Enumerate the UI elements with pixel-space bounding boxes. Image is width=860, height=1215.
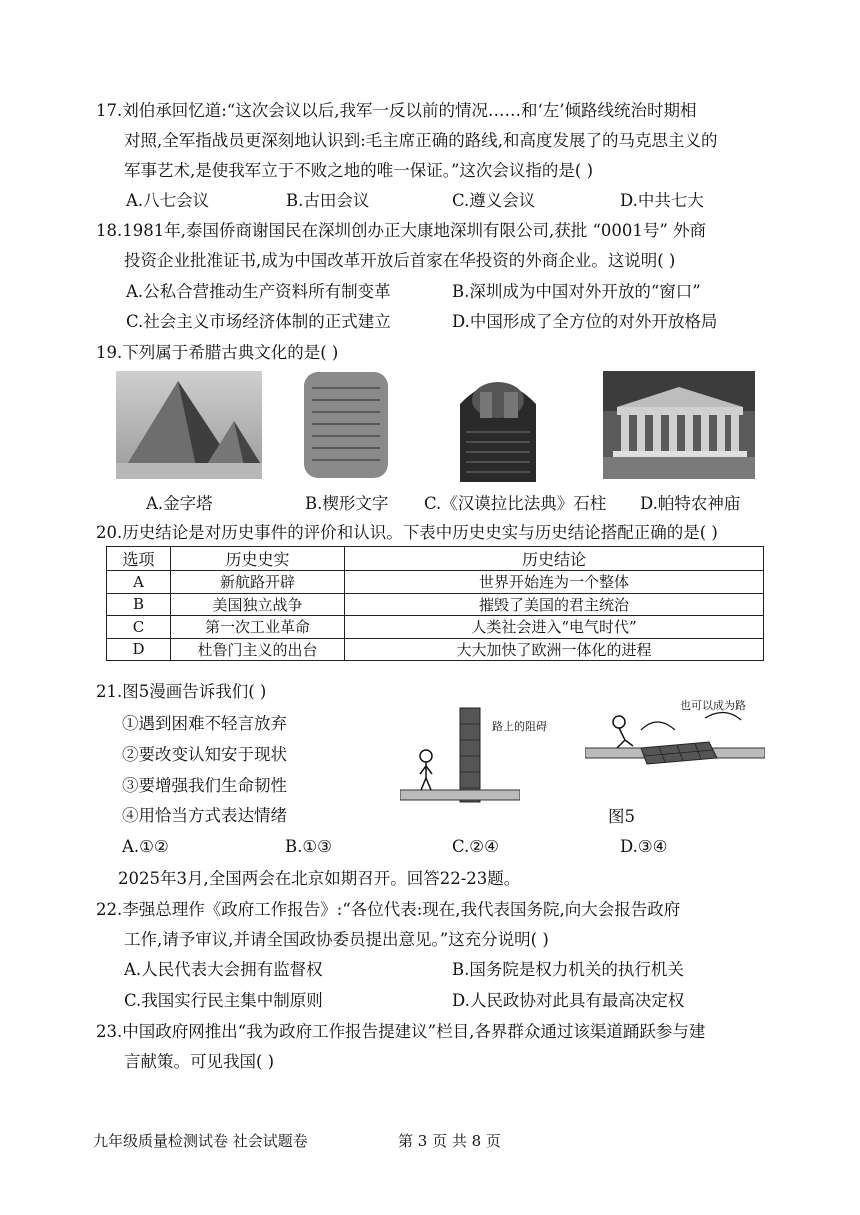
q18-stem-line-2: 投资企业批准证书,成为中国改革开放后首家在华投资的外商企业。这说明( ) <box>124 251 676 270</box>
header-option: 选项 <box>107 547 171 571</box>
q17-option-c: C.遵义会议 <box>452 191 536 210</box>
footer-exam-title: 九年级质量检测试卷 社会试题卷 <box>93 1132 308 1150</box>
header-conclusion: 历史结论 <box>345 547 764 571</box>
footer-page-number: 第 3 页 共 8 页 <box>398 1132 501 1150</box>
q20-stem: 20.历史结论是对历史事件的评价和认识。下表中历史史实与历史结论搭配正确的是( ) <box>96 523 718 542</box>
q22-stem-line-1: 22.李强总理作《政府工作报告》:“各位代表:现在,我代表国务院,向大会报告政府 <box>96 900 681 919</box>
q21-item-3: ③要增强我们生命韧性 <box>122 776 287 795</box>
q21-option-a: A.①② <box>122 837 169 856</box>
table-cell: A <box>107 571 171 594</box>
cuneiform-tablet-image <box>300 368 392 482</box>
cartoon-label-obstacle: 路上的阻碍 <box>492 720 547 733</box>
q21-item-1: ①遇到困难不轻言放弃 <box>122 714 287 733</box>
q21-item-4: ④用恰当方式表达情绪 <box>122 806 287 825</box>
q18-option-a: A.公私合营推动生产资料所有制变革 <box>126 282 391 301</box>
table-row <box>107 638 764 661</box>
q18-stem-line-1: 18.1981年,泰国侨商谢国民在深圳创办正大康地深圳有限公司,获批 “0001号” 外商 <box>96 221 707 240</box>
q21-stem: 21.图5漫画告诉我们( ) <box>96 682 267 701</box>
q18-option-b: B.深圳成为中国对外开放的“窗口” <box>452 282 701 301</box>
q18-option-c: C.社会主义市场经济体制的正式建立 <box>126 312 391 331</box>
q22-option-d: D.人民政协对此具有最高决定权 <box>452 991 685 1010</box>
history-table <box>106 546 764 661</box>
q17-stem-line-2: 对照,全军指战员更深刻地认识到:毛主席正确的路线,和高度发展了的马克思主义的 <box>124 131 718 150</box>
table-row <box>107 593 764 616</box>
q19-stem: 19.下列属于希腊古典文化的是( ) <box>96 343 339 362</box>
q23-stem-line-2: 言献策。可见我国( ) <box>124 1052 275 1071</box>
table-row <box>107 616 764 639</box>
q19-option-a: A.金字塔 <box>146 494 213 513</box>
q23-stem-line-1: 23.中国政府网推出“我为政府工作报告提建议”栏目,各界群众通过该渠道踊跃参与建 <box>96 1022 706 1041</box>
q19-option-b: B.楔形文字 <box>305 494 389 513</box>
figure-caption: 图5 <box>608 807 635 826</box>
q22-option-b: B.国务院是权力机关的执行机关 <box>452 960 684 979</box>
cartoon-road <box>585 700 765 780</box>
q17-stem-line-1: 17.刘伯承回忆道:“这次会议以后,我军一反以前的情况……和‘左’倾路线统治时期相 <box>96 101 697 120</box>
q21-option-d: D.③④ <box>620 837 668 856</box>
hammurabi-stele-image <box>448 370 548 482</box>
q17-stem-line-3: 军事艺术,是使我军立于不败之地的唯一保证。”这次会议指的是( ) <box>124 161 594 180</box>
table-cell: 第一次工业革命 <box>171 616 345 639</box>
q22-option-c: C.我国实行民主集中制原则 <box>124 991 323 1010</box>
q19-option-d: D.帕特农神庙 <box>640 494 741 513</box>
q21-item-2: ②要改变认知安于现状 <box>122 745 287 764</box>
cartoon-label-road: 也可以成为路 <box>680 699 746 712</box>
q21-option-b: B.①③ <box>285 837 332 856</box>
table-cell: 大大加快了欧洲一体化的进程 <box>345 638 764 661</box>
table-cell: 人类社会进入“电气时代” <box>345 616 764 639</box>
q17-option-d: D.中共七大 <box>620 191 704 210</box>
q21-option-c: C.②④ <box>452 837 499 856</box>
table-row <box>107 571 764 594</box>
table-cell: 摧毁了美国的君主统治 <box>345 593 764 616</box>
table-cell: 杜鲁门主义的出台 <box>171 638 345 661</box>
table-cell: B <box>107 593 171 616</box>
q18-option-d: D.中国形成了全方位的对外开放格局 <box>452 312 718 331</box>
table-cell: C <box>107 616 171 639</box>
table-cell: 美国独立战争 <box>171 593 345 616</box>
pyramids-image <box>116 371 262 479</box>
q17-option-a: A.八七会议 <box>126 191 210 210</box>
header-fact: 历史史实 <box>171 547 345 571</box>
table-cell: D <box>107 638 171 661</box>
table-header-row <box>107 547 764 571</box>
intro-22-23: 2025年3月,全国两会在北京如期召开。回答22-23题。 <box>118 869 521 888</box>
q22-stem-line-2: 工作,请予审议,并请全国政协委员提出意见。”这充分说明( ) <box>124 930 549 949</box>
q22-option-a: A.人民代表大会拥有监督权 <box>124 960 323 979</box>
q17-option-b: B.古田会议 <box>286 191 370 210</box>
q19-option-c: C.《汉谟拉比法典》石柱 <box>424 494 607 513</box>
table-cell: 新航路开辟 <box>171 571 345 594</box>
parthenon-image <box>603 371 755 479</box>
table-cell: 世界开始连为一个整体 <box>345 571 764 594</box>
